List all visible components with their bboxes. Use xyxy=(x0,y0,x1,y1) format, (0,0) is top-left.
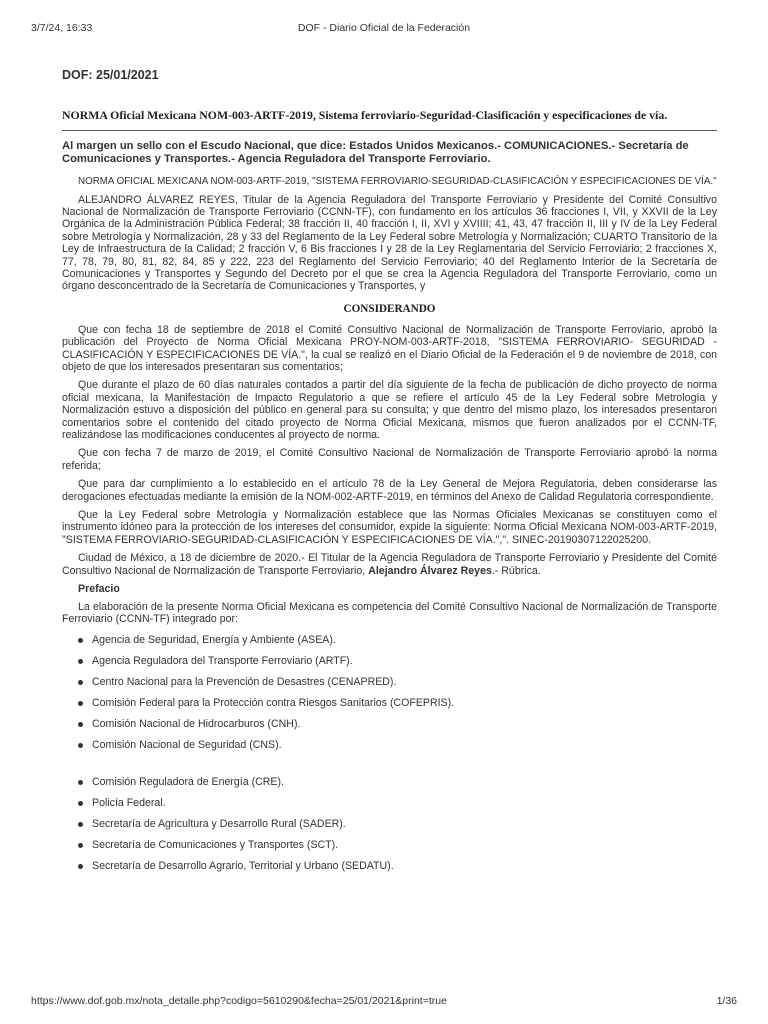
closing-paragraph xyxy=(62,552,717,577)
considerando-heading: CONSIDERANDO xyxy=(343,302,436,315)
list-item: Comisión Reguladora de Energía (CRE). xyxy=(62,776,717,788)
closing-suffix: .- Rúbrica. xyxy=(491,564,541,577)
norm-title: NORMA Oficial Mexicana NOM-003-ARTF-2019, Sistema ferroviario-Seguridad-Clasificación y especificaciones de vía. xyxy=(62,108,717,131)
list-item: Agencia de Seguridad, Energía y Ambiente (ASEA). xyxy=(62,634,717,646)
list-gap xyxy=(62,760,717,776)
members-list xyxy=(62,634,717,751)
prefacio-heading: Prefacio xyxy=(78,583,120,596)
considerando-paragraph: Que la Ley Federal sobre Metrología y Normalización establece que las Normas Oficiales Mexicanas se constituyen como el instrumento idóneo para la protección de los intereses del consumidor, expide la siguiente: Norma Oficial Mexicana NOM-003-ARTF-2019, "SISTEMA FERROVIARIO-SEGURIDAD-CLASIFICACIÓN Y ESPECIFICACIONES DE VÍA.",". SINEC-20190307122025200. xyxy=(62,509,717,546)
list-item: Agencia Reguladora del Transporte Ferroviario (ARTF). xyxy=(62,655,717,667)
list-item: Policía Federal. xyxy=(62,797,717,809)
seal-paragraph: Al margen un sello con el Escudo Nacional, que dice: Estados Unidos Mexicanos.- COMUNICACIONES.- Secretaría de Comunicaciones y Transportes.- Agencia Reguladora del Transporte Ferroviario. xyxy=(62,140,689,165)
list-item: Comisión Federal para la Protección contra Riesgos Sanitarios (COFEPRIS). xyxy=(62,697,717,709)
considerando-paragraph: Que para dar cumplimiento a lo establecido en el artículo 78 de la Ley General de Mejora Regulatoria, deben considerarse las derogaciones efectuadas mediante la emisión de la NOM-002-ARTF-2019, en términos del Anexo de Calidad Regulatoria correspondiente. xyxy=(62,478,717,503)
considerando-paragraph: Que con fecha 7 de marzo de 2019, el Comité Consultivo Nacional de Normalización de Transporte Ferroviario aprobó la norma referida; xyxy=(62,447,717,472)
print-page-title: DOF - Diario Oficial de la Federación xyxy=(297,22,471,34)
norm-caps-line: NORMA OFICIAL MEXICANA NOM-003-ARTF-2019, "SISTEMA FERROVIARIO-SEGURIDAD-CLASIFICACIÓN Y ESPECIFICACIONES DE VÍA." xyxy=(78,176,717,187)
list-item: Comisión Nacional de Seguridad (CNS). xyxy=(62,739,717,751)
prefacio-paragraph: La elaboración de la presente Norma Oficial Mexicana es competencia del Comité Consultivo Nacional de Normalización de Transporte Ferroviario (CCNN-TF) integrado por: xyxy=(62,601,717,626)
signatory-name: Alejandro Álvarez Reyes xyxy=(368,564,492,577)
list-item: Comisión Nacional de Hidrocarburos (CNH). xyxy=(62,718,717,730)
closing-text: Ciudad de México, a 18 de diciembre de 2020.- El Titular de la Agencia Reguladora de Transporte Ferroviario y Presidente del Comité Consultivo Nacional de Normalización de Transporte Ferroviario, xyxy=(62,552,717,577)
list-item: Secretaría de Desarrollo Agrario, Territorial y Urbano (SEDATU). xyxy=(62,860,717,872)
intro-paragraph: ALEJANDRO ÁLVAREZ REYES, Titular de la Agencia Reguladora del Transporte Ferroviario y Presidente del Comité Consultivo Nacional de Normalización de Transporte Ferroviario (CCNN-TF), con fundamento en los artículos 36 fracciones I, VII, y XXVII de la Ley Orgánica de la Administración Pública Federal; 38 fracción II, 40 fracción I, II, XVI y XVIIII; 41, 43, 47 fracción II, III y IV de la Ley Federal sobre Metrología y Normalización, 28 y 33 del Reglamento de la Ley Federal sobre Metrología y Normalización; CUARTO Transitorio de la Ley de Infraestructura de la Calidad; 2 fracción V, 6 Bis fracciones I y 28 de la Ley Reglamentaria del Servicio Ferroviario; 2 fracciones X, 77, 78, 79, 80, 81, 82, 84, 85 y 222, 223 del Reglamento del Servicio Ferroviario; 40 del Reglamento Interior de la Secretaría de Comunicaciones y Transportes y Segundo del Decreto por el que se crea la Agencia Reguladora del Transporte Ferroviario, como un órgano desconcentrado de la Secretaría de Comunicaciones y Transportes, y xyxy=(62,193,717,293)
dof-date: DOF: 25/01/2021 xyxy=(62,68,159,82)
print-url: https://www.dof.gob.mx/nota_detalle.php?codigo=5610290&fecha=25/01/2021&print=true xyxy=(31,995,447,1007)
considerando-paragraph: Que durante el plazo de 60 días naturales contados a partir del día siguiente de la fecha de publicación de dicho proyecto de norma oficial mexicana, la Manifestación de Impacto Regulatorio a que se refiere el artículo 45 de la Ley Federal sobre Metrología y Normalización estuvo a disposición del público en general para su consulta; y que dentro del mismo plazo, los interesados presentaron comentarios sobre el contenido del citado proyecto de Norma Oficial Mexicana, mismos que fueron analizados por el CCNN-TF, realizándose las modificaciones conducentes al proyecto de norma. xyxy=(62,379,717,441)
print-datetime: 3/7/24, 16:33 xyxy=(31,22,93,34)
considerando-paragraph: Que con fecha 18 de septiembre de 2018 el Comité Consultivo Nacional de Normalización de Transporte Ferroviario, aprobó la publicación del Proyecto de Norma Oficial Mexicana PROY-NOM-003-ARTF-2018, "SISTEMA FERROVIARIO- SEGURIDAD - CLASIFICACIÓN Y ESPECIFICACIONES DE VÍA.", la cual se realizó en el Diario Oficial de la Federación el 9 de noviembre de 2018, con objeto de que los interesados presentaran sus comentarios; xyxy=(62,323,717,373)
document-body xyxy=(62,68,717,881)
list-item: Secretaría de Agricultura y Desarrollo Rural (SADER). xyxy=(62,818,717,830)
list-item: Secretaría de Comunicaciones y Transportes (SCT). xyxy=(62,839,717,851)
members-list-continued xyxy=(62,776,717,872)
page-counter: 1/36 xyxy=(716,995,737,1007)
list-item: Centro Nacional para la Prevención de Desastres (CENAPRED). xyxy=(62,676,717,688)
